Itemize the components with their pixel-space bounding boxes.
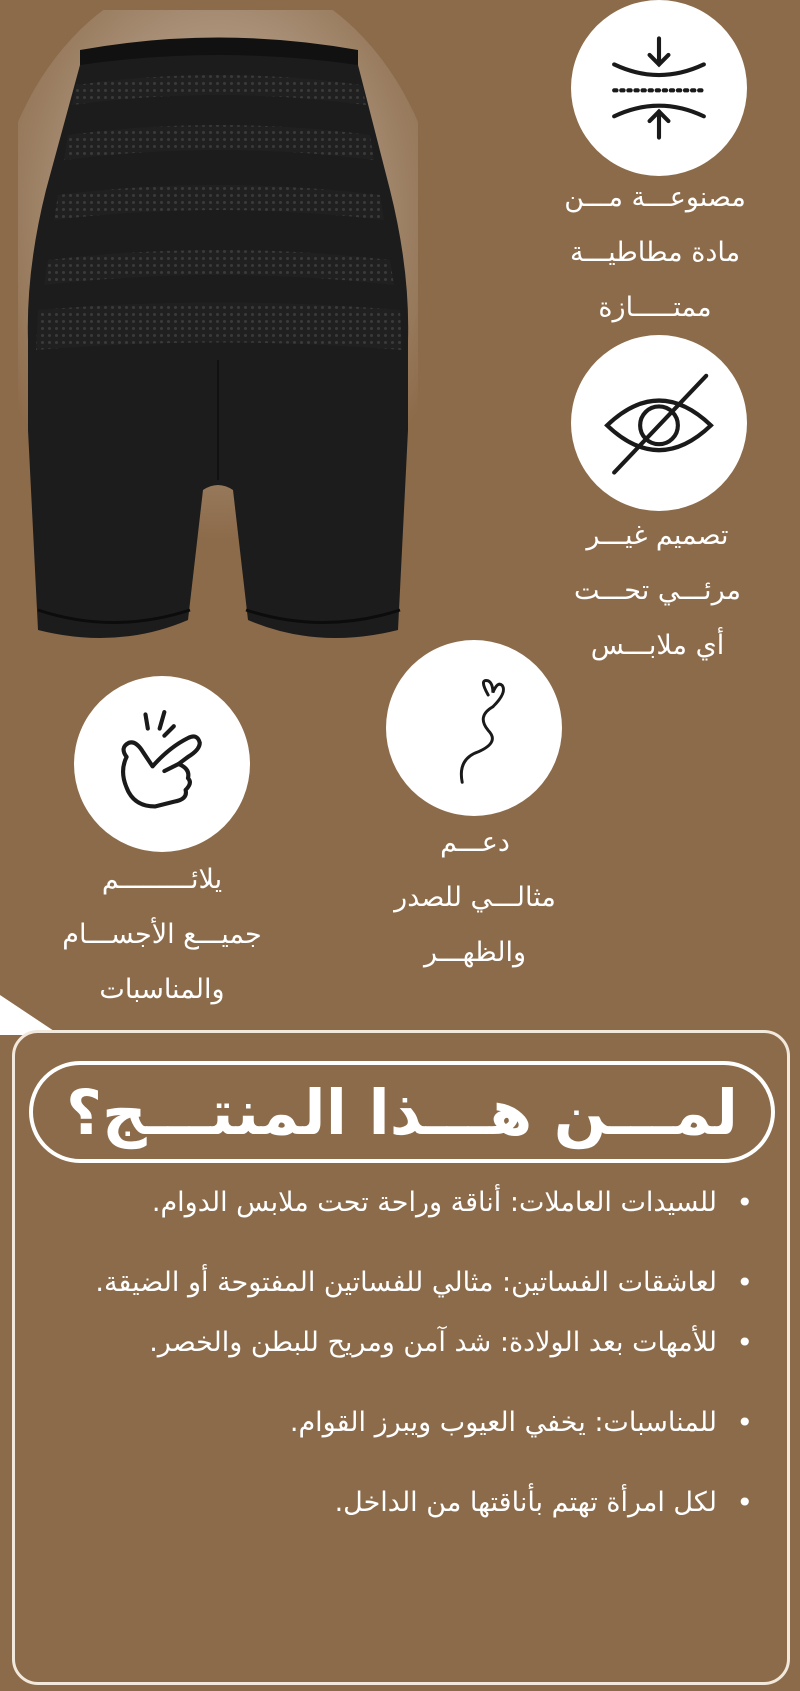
feature-line: والظهـــر xyxy=(424,937,526,968)
card-title: لمـــن هـــذا المنتـــج؟ xyxy=(66,1075,738,1149)
list-item: • لعاشقات الفساتين: مثالي للفساتين المفتوحة أو الضيقة. xyxy=(39,1243,759,1323)
list-item: • لكل امرأة تهتم بأناقتها من الداخل. xyxy=(39,1483,759,1523)
card-corner-decoration xyxy=(0,995,60,1035)
compress-icon xyxy=(600,29,718,147)
card-title-frame xyxy=(29,1061,775,1163)
feature-line: ممتـــــازة xyxy=(598,292,712,323)
feature-line: جميـــع الأجســـام xyxy=(62,919,262,950)
feature-circle-elastic xyxy=(571,0,747,176)
snap-hand-icon xyxy=(103,705,221,823)
feature-line: دعـــم xyxy=(440,827,510,858)
feature-text-elastic xyxy=(530,170,780,335)
shapewear-shorts-illustration xyxy=(18,10,418,730)
feature-line: تصميم غيـــر xyxy=(586,520,729,551)
feature-line: مادة مطاطيـــة xyxy=(569,237,741,268)
feature-line: أي ملابـــس xyxy=(590,630,725,661)
eye-off-icon xyxy=(600,364,718,482)
feature-circle-support xyxy=(386,640,562,816)
feature-line: مرئـــي تحـــت xyxy=(574,575,741,606)
list-item: • للسيدات العاملات: أناقة وراحة تحت ملابس الدوام. xyxy=(39,1183,759,1223)
feature-text-support xyxy=(345,815,605,980)
heart-string-icon xyxy=(415,669,533,787)
list-item: • للمناسبات: يخفي العيوب ويبرز القوام. xyxy=(39,1403,759,1443)
audience-list xyxy=(39,1183,759,1563)
feature-circle-invisible xyxy=(571,335,747,511)
feature-text-fits-all xyxy=(22,852,302,1017)
feature-line: والمناسبات xyxy=(99,974,225,1005)
feature-line: مثالـــي للصدر xyxy=(394,882,556,913)
feature-circle-fits-all xyxy=(74,676,250,852)
product-image xyxy=(18,10,418,730)
feature-text-invisible xyxy=(525,508,790,673)
feature-line: مصنوعـــة مـــن xyxy=(564,182,746,213)
feature-line: يلائـــــــــم xyxy=(101,864,223,895)
audience-card xyxy=(12,1030,790,1685)
list-item: • للأمهات بعد الولادة: شد آمن ومريح للبطن والخصر. xyxy=(39,1323,759,1363)
